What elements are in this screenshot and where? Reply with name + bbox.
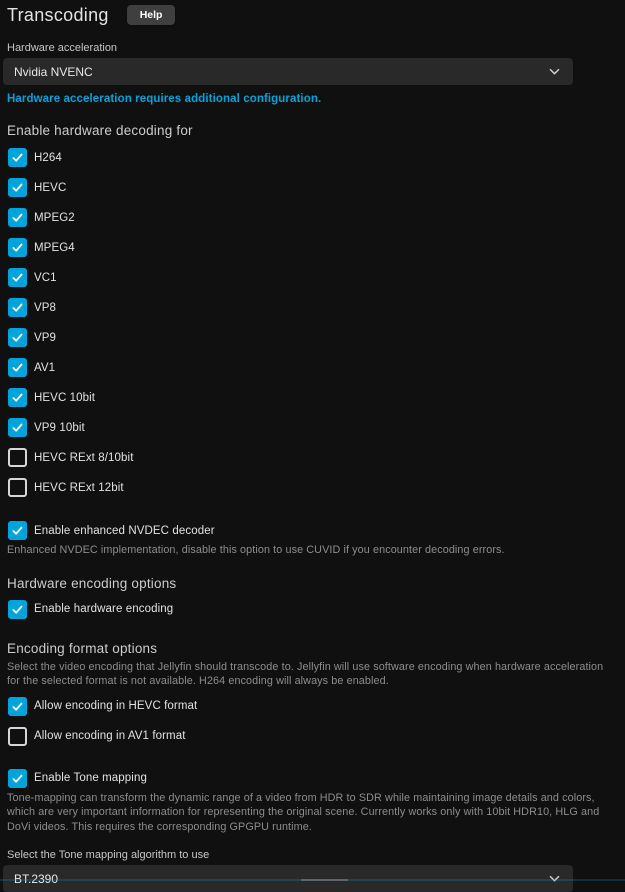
- checkbox-label: VP9: [34, 331, 57, 344]
- checkbox[interactable]: [8, 521, 27, 540]
- checkmark-icon: [11, 391, 24, 404]
- hardware-acceleration-selected-value: Nvidia NVENC: [14, 64, 93, 79]
- checkbox-label: HEVC RExt 12bit: [34, 481, 124, 494]
- hardware-acceleration-select[interactable]: [3, 58, 573, 85]
- checkbox-row[interactable]: [7, 478, 613, 497]
- checkbox-label: H264: [34, 151, 62, 164]
- checkmark-icon: [11, 772, 24, 785]
- decoding-codec-list: [7, 148, 613, 497]
- checkbox[interactable]: [8, 448, 27, 467]
- checkbox[interactable]: [8, 418, 27, 437]
- checkbox-label: HEVC RExt 8/10bit: [34, 451, 134, 464]
- encoding-format-description: Select the video encoding that Jellyfin should transcode to. Jellyfin will use software encoding when hardware acceleration for the selected format is not available. H264 encoding will always be enabled.: [7, 660, 604, 687]
- checkbox-label: HEVC: [34, 181, 67, 194]
- tone-mapping-description: Tone-mapping can transform the dynamic range of a video from HDR to SDR while maintaining image details and colors, which are very important information for representing the original scene. Currently works only with 10bit HDR10, HLG and DoVi videos. This requires the corresponding GPGPU runtime.: [7, 791, 600, 833]
- checkbox-row[interactable]: [7, 697, 613, 716]
- checkbox[interactable]: [8, 727, 27, 746]
- checkbox[interactable]: [8, 268, 27, 287]
- checkmark-icon: [11, 271, 24, 284]
- nvdec-description: Enhanced NVDEC implementation, disable this option to use CUVID if you encounter decoding errors.: [7, 544, 505, 556]
- checkbox[interactable]: [8, 178, 27, 197]
- checkbox-label: HEVC 10bit: [34, 391, 96, 404]
- tone-mapping-algorithm-label: Select the Tone mapping algorithm to use: [7, 849, 210, 861]
- chevron-down-icon: [547, 64, 562, 79]
- checkbox-row[interactable]: [7, 358, 613, 377]
- hardware-acceleration-warning: Hardware acceleration requires additional configuration.: [7, 93, 322, 105]
- checkmark-icon: [11, 331, 24, 344]
- checkbox-label: VC1: [34, 271, 57, 284]
- hardware-encoding-heading: Hardware encoding options: [7, 575, 177, 591]
- decoding-section-heading: Enable hardware decoding for: [7, 123, 193, 138]
- encoding-format-list: [7, 697, 613, 746]
- checkbox-row[interactable]: [7, 268, 613, 287]
- checkbox-row[interactable]: [7, 298, 613, 317]
- checkbox-row[interactable]: [7, 178, 613, 197]
- checkbox[interactable]: [8, 298, 27, 317]
- checkbox-label: Allow encoding in HEVC format: [34, 700, 198, 712]
- checkbox-label: VP8: [34, 301, 57, 314]
- checkbox-label: MPEG4: [34, 241, 75, 254]
- checkbox-row[interactable]: [7, 148, 613, 167]
- checkbox[interactable]: [8, 600, 27, 619]
- checkbox[interactable]: [8, 148, 27, 167]
- checkmark-icon: [11, 421, 24, 434]
- checkbox[interactable]: [8, 697, 27, 716]
- checkbox[interactable]: [8, 238, 27, 257]
- checkbox-label: MPEG2: [34, 211, 75, 224]
- checkbox[interactable]: [8, 328, 27, 347]
- nvdec-checkbox-row[interactable]: [7, 521, 613, 540]
- encoding-format-heading: Encoding format options: [7, 640, 158, 656]
- checkbox[interactable]: [8, 769, 27, 788]
- checkbox-label: Enable Tone mapping: [34, 772, 147, 784]
- checkbox-label: Enable hardware encoding: [34, 603, 174, 615]
- checkbox[interactable]: [8, 478, 27, 497]
- checkbox-row[interactable]: [7, 208, 613, 227]
- tone-mapping-checkbox-row[interactable]: [7, 769, 613, 788]
- checkmark-icon: [11, 603, 24, 616]
- checkbox[interactable]: [8, 208, 27, 227]
- checkbox[interactable]: [8, 358, 27, 377]
- checkmark-icon: [11, 301, 24, 314]
- checkmark-icon: [11, 241, 24, 254]
- checkbox-label: Allow encoding in AV1 format: [34, 730, 186, 742]
- help-button[interactable]: Help: [127, 5, 176, 26]
- checkbox[interactable]: [8, 388, 27, 407]
- checkbox-label: VP9 10bit: [34, 421, 85, 434]
- checkbox-row[interactable]: [7, 388, 613, 407]
- checkbox-row[interactable]: [7, 328, 613, 347]
- checkbox-row[interactable]: [7, 727, 613, 746]
- checkmark-icon: [11, 151, 24, 164]
- checkmark-icon: [11, 524, 24, 537]
- checkmark-icon: [11, 181, 24, 194]
- page-title: Transcoding: [7, 4, 109, 25]
- checkbox-label: Enable enhanced NVDEC decoder: [34, 524, 215, 537]
- hardware-encoding-checkbox-row[interactable]: [7, 600, 613, 619]
- tone-mapping-algorithm-selected-value: BT.2390: [14, 871, 59, 886]
- checkbox-row[interactable]: [7, 418, 613, 437]
- checkbox-row[interactable]: [7, 448, 613, 467]
- hardware-acceleration-label: Hardware acceleration: [7, 42, 118, 54]
- checkbox-label: AV1: [34, 361, 56, 374]
- checkmark-icon: [11, 700, 24, 713]
- checkbox-row[interactable]: [7, 238, 613, 257]
- checkmark-icon: [11, 361, 24, 374]
- checkmark-icon: [11, 211, 24, 224]
- page-header: [7, 3, 613, 27]
